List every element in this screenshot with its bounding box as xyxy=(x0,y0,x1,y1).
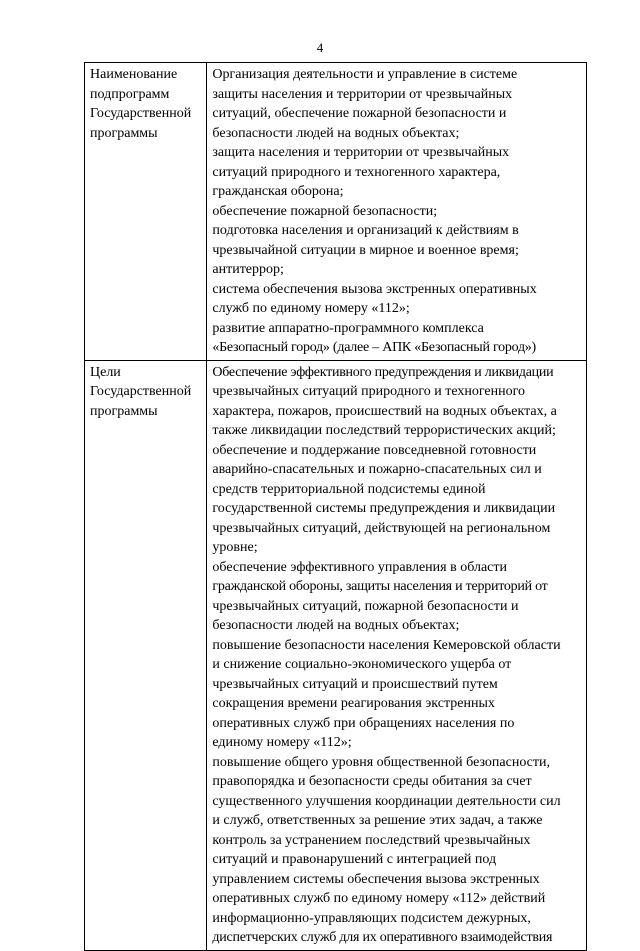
text-line: Организация деятельности и управление в системе xyxy=(212,67,518,82)
text-line: информационно-управляющих подсистем дежурных, xyxy=(212,910,531,926)
text-line: защиты населения и территории от чрезвычайных xyxy=(212,86,513,102)
text-line: безопасности людей на водных объектах; xyxy=(212,618,460,633)
text-line: уровне; xyxy=(212,540,258,555)
text-line: и служб, ответственных за решение этих задач, а также xyxy=(212,813,543,828)
text-line: Обеспечение эффективного предупреждения и ликвидации xyxy=(212,364,554,380)
text-line: управлением системы обеспечения вызова экстренных xyxy=(212,871,540,887)
text-line: чрезвычайных ситуаций природного и техногенного xyxy=(212,384,526,399)
text-line: ситуаций природного и техногенного характера, xyxy=(212,164,501,180)
text-line: гражданской обороны, защиты населения и территорий от xyxy=(212,579,548,594)
subprograms-content-cell xyxy=(207,63,587,361)
text-line: чрезвычайных ситуаций, пожарной безопасности и xyxy=(212,598,519,614)
table-row-subprograms xyxy=(85,63,587,361)
text-line: чрезвычайных ситуаций, действующей на региональном xyxy=(212,520,551,536)
text-line: гражданская оборона; xyxy=(212,184,344,199)
text-line: обеспечение эффективного управления в области xyxy=(212,559,507,575)
text-line: обеспечение и поддержание повседневной готовности xyxy=(212,442,537,458)
text-line: и снижение социально-экономического ущерба от xyxy=(212,657,512,672)
text-line: безопасности людей на водных объектах; xyxy=(212,125,460,141)
text-line: «Безопасный город» (далее – АПК «Безопасный город») xyxy=(212,340,536,355)
text-line: ситуаций, обеспечение пожарной безопасности и xyxy=(212,106,507,121)
text-line: аварийно-спасательных и пожарно-спасательных сил и xyxy=(212,462,542,477)
text-line: обеспечение пожарной безопасности; xyxy=(212,203,438,219)
text-line: служб по единому номеру «112»; xyxy=(212,301,410,316)
text-line: средств территориальной подсистемы единой xyxy=(212,481,486,497)
goals-content-cell xyxy=(207,360,587,950)
text-line: сокращения времени реагирования экстренных xyxy=(212,696,495,711)
page-number: 4 xyxy=(316,40,324,55)
text-line: защита населения и территории от чрезвычайных xyxy=(212,145,510,160)
text-line: характера, пожаров, происшествий на водных объектах, а xyxy=(212,403,557,419)
text-line: повышение общего уровня общественной безопасности, xyxy=(212,754,551,770)
text-line: система обеспечения вызова экстренных оперативных xyxy=(212,281,537,297)
text-line: также ликвидации последствий террористических акций; xyxy=(212,423,556,438)
text-line: оперативных служб при обращениях населения по xyxy=(212,715,515,731)
goals-label-cell xyxy=(85,360,207,950)
goals-label: Цели Государственной программы xyxy=(90,364,192,419)
text-line: существенного улучшения координации деятельности сил xyxy=(212,793,561,809)
text-line: контроль за устранением последствий чрезвычайных xyxy=(212,832,531,848)
text-line: чрезвычайных ситуаций и происшествий путем xyxy=(212,676,498,692)
subprograms-label: Наименование подпрограмм Государственной программы xyxy=(90,67,192,141)
text-line: ситуаций и правонарушений с интеграцией под xyxy=(212,852,497,867)
text-line: чрезвычайной ситуации в мирное и военное время; xyxy=(212,242,519,258)
text-line: правопорядка и безопасности среды обитания за счет xyxy=(212,774,532,789)
text-line: повышение безопасности населения Кемеровской области xyxy=(212,637,561,653)
program-passport-table xyxy=(84,62,587,951)
table-row-goals xyxy=(85,360,587,950)
text-line: развитие аппаратно-программного комплекса xyxy=(212,320,484,336)
text-line: антитеррор; xyxy=(212,262,284,277)
text-line: оперативных служб по единому номеру «112» действий xyxy=(212,891,546,906)
text-line: диспетчерских служб для их оперативного взаимодействия xyxy=(212,930,553,945)
text-line: единому номеру «112»; xyxy=(212,735,352,750)
text-line: государственной системы предупреждения и ликвидации xyxy=(212,501,556,516)
text-line: подготовка населения и организаций к действиям в xyxy=(212,223,519,238)
subprograms-label-cell xyxy=(85,63,207,361)
